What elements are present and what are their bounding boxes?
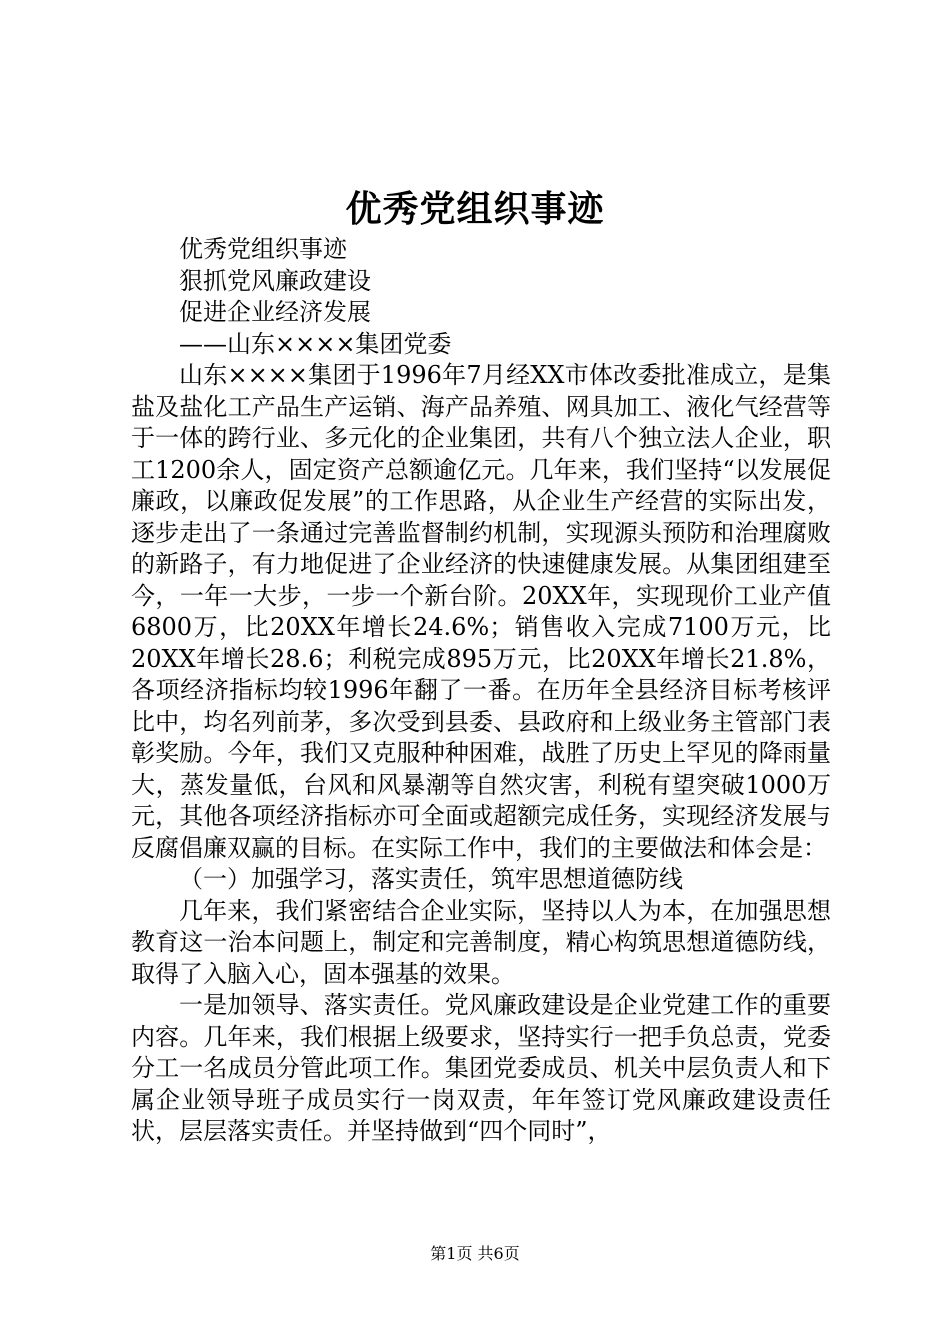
document-body [131, 234, 831, 1148]
header-line: ——山东××××集团党委 [179, 329, 452, 358]
header-line: 促进企业经济发展 [179, 298, 371, 326]
section-heading: （一）加强学习，落实责任，筑牢思想道德防线 [179, 865, 683, 893]
page-footer: 第1页 共6页 [430, 1244, 520, 1263]
body-paragraph: 几年来，我们紧密结合企业实际，坚持以人为本，在加强思想教育这一治本问题上，制定和完善制度，精心构筑思想道德防线，取得了入脑入心，固本强基的效果。 [131, 896, 831, 988]
document-title: 优秀党组织事迹 [345, 188, 605, 230]
header-line: 狠抓党风廉政建设 [179, 266, 371, 295]
body-paragraph: 山东××××集团于1996年7月经XX市体改委批准成立，是集盐及盐化工产品生产运销、海产品养殖、网具加工、液化气经营等于一体的跨行业、多元化的企业集团，共有八个独立法人企业，职工1200余人，固定资产总额逾亿元。几年来，我们坚持“以发展促廉政，以廉政促发展”的工作思路，从企业生产经营的实际出发，逐步走出了一条通过完善监督制约机制，实现源头预防和治理腐败的新路子，有力地促进了企业经济的快速健康发展。从集团组建至今，一年一大步，一步一个新台阶。20XX年，实现现价工业产值6800万，比20XX年增长24.6%；销售收入完成7100万元，比20XX年增长28.6；利税完成895万元，比20XX年增长21.8%，各项经济指标均较1996年翻了一番。在历年全县经济目标考核评比中，均名列前茅，多次受到县委、县政府和上级业务主管部门表彰奖励。今年，我们又克服种种困难，战胜了历史上罕见的降雨量大，蒸发量低，台风和风暴潮等自然灾害，利税有望突破1000万元，其他各项经济指标亦可全面或超额完成任务，实现经济发展与反腐倡廉双赢的目标。在实际工作中，我们的主要做法和体会是： [131, 361, 831, 862]
body-paragraph: 一是加领导、落实责任。党风廉政建设是企业党建工作的重要内容。几年来，我们根据上级要求，坚持实行一把手负总责，党委分工一名成员分管此项工作。集团党委成员、机关中层负责人和下属企业领导班子成员实行一岗双责，年年签订党风廉政建设责任状，层层落实责任。并坚持做到“四个同时”， [131, 991, 831, 1145]
header-line: 优秀党组织事迹 [179, 235, 347, 263]
